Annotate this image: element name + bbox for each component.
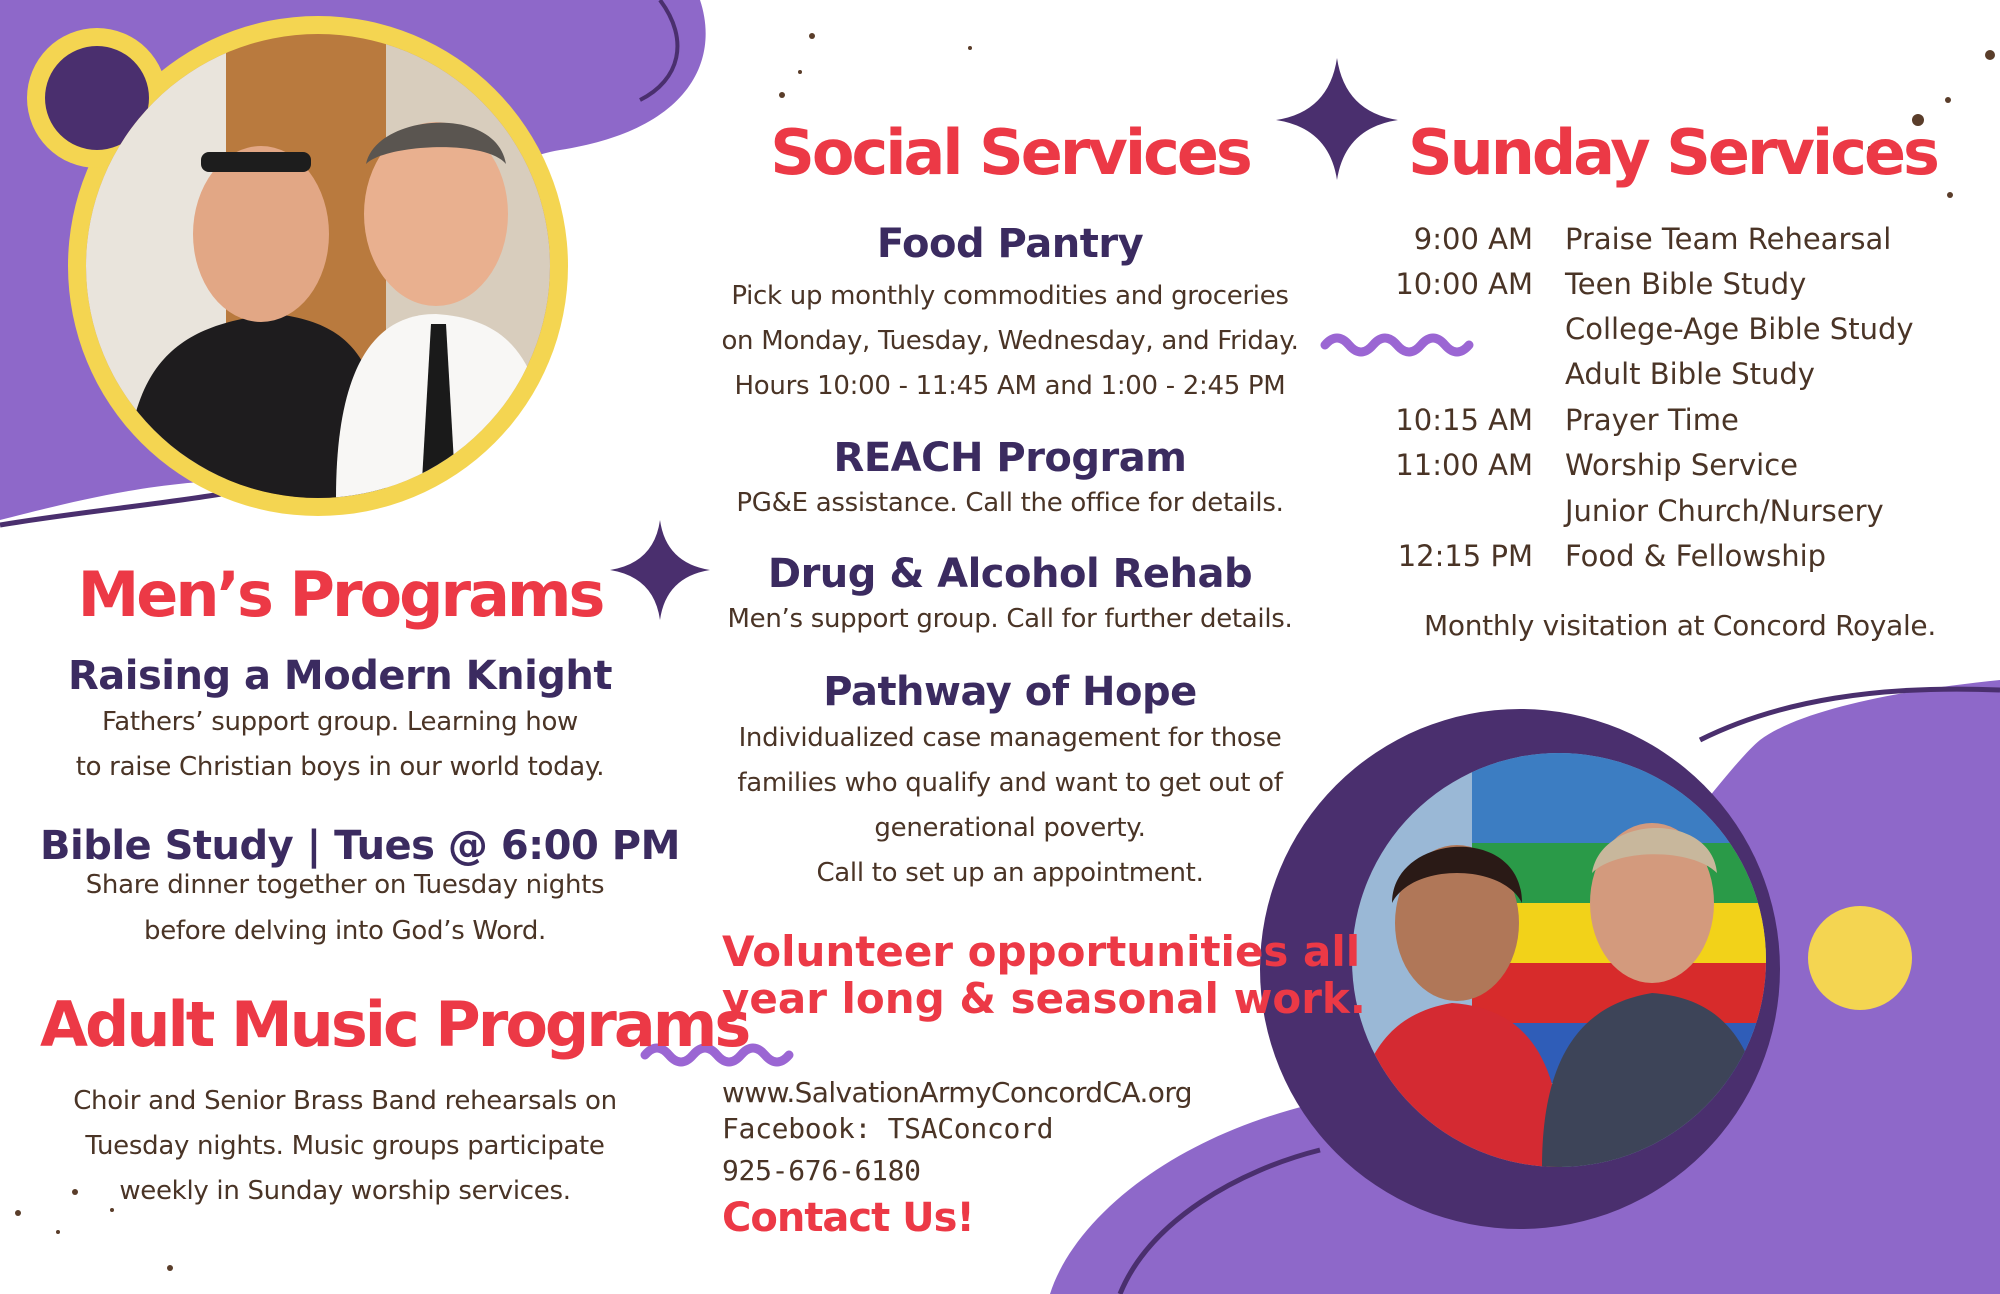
- hope-title: Pathway of Hope: [823, 669, 1197, 715]
- schedule-event: Teen Bible Study: [1565, 267, 1807, 301]
- food-pantry-desc-1: Pick up monthly commodities and groceries: [731, 281, 1289, 311]
- schedule-event: Prayer Time: [1565, 403, 1739, 437]
- schedule-event: Junior Church/Nursery: [1565, 494, 1884, 528]
- website-link[interactable]: www.SalvationArmyConcordCA.org: [722, 1076, 1192, 1109]
- knight-title: Raising a Modern Knight: [67, 653, 613, 699]
- music-desc-3: weekly in Sunday worship services.: [119, 1176, 571, 1206]
- schedule-event: Adult Bible Study: [1565, 357, 1815, 391]
- music-desc-1: Choir and Senior Brass Band rehearsals on: [73, 1086, 617, 1116]
- bible-desc-1: Share dinner together on Tuesday nights: [85, 870, 605, 900]
- social-services-title: Social Services: [770, 116, 1250, 189]
- accent-circle-yellow: [1808, 906, 1912, 1010]
- bible-study-title: Bible Study | Tues @ 6:00 PM: [40, 823, 680, 869]
- schedule-time: 10:15 AM: [1395, 403, 1533, 437]
- hope-desc-1: Individualized case management for those: [738, 723, 1282, 753]
- knight-desc-2: to raise Christian boys in our world today.: [75, 752, 605, 782]
- schedule-time: 9:00 AM: [1413, 222, 1533, 256]
- reach-title: REACH Program: [833, 435, 1187, 481]
- hope-desc-2: families who qualify and want to get out of: [737, 768, 1283, 798]
- schedule-time: 11:00 AM: [1395, 448, 1533, 482]
- schedule-event: Worship Service: [1565, 448, 1798, 482]
- reach-desc: PG&E assistance. Call the office for details.: [736, 488, 1284, 518]
- hope-desc-3: generational poverty.: [874, 813, 1146, 843]
- squiggle-right: [1325, 338, 1469, 352]
- adult-music-title: Adult Music Programs: [40, 988, 749, 1061]
- volunteer-line-2: year long & seasonal work.: [722, 974, 1366, 1023]
- hope-desc-4: Call to set up an appointment.: [816, 858, 1204, 888]
- schedule-time: 10:00 AM: [1395, 267, 1533, 301]
- visitation-note: Monthly visitation at Concord Royale.: [1424, 609, 1936, 642]
- schedule-event: Food & Fellowship: [1565, 539, 1827, 573]
- volunteer-line-1: Volunteer opportunities all: [722, 927, 1361, 976]
- photo-two-men: [86, 34, 550, 498]
- phone-number[interactable]: 925-676-6180: [722, 1154, 921, 1187]
- schedule-event: College-Age Bible Study: [1565, 312, 1914, 346]
- schedule-time: 12:15 PM: [1397, 539, 1533, 573]
- music-desc-2: Tuesday nights. Music groups participate: [85, 1131, 605, 1161]
- contact-us[interactable]: Contact Us!: [722, 1195, 974, 1241]
- rehab-desc: Men’s support group. Call for further details.: [727, 604, 1293, 634]
- facebook-link[interactable]: Facebook: TSAConcord: [722, 1112, 1054, 1145]
- mens-programs-title: Men’s Programs: [77, 558, 603, 631]
- knight-desc-1: Fathers’ support group. Learning how: [101, 707, 579, 737]
- rehab-title: Drug & Alcohol Rehab: [767, 551, 1253, 597]
- food-pantry-desc-3: Hours 10:00 - 11:45 AM and 1:00 - 2:45 PM: [734, 371, 1286, 401]
- photo-couple: [1352, 753, 1766, 1167]
- sunday-services-title: Sunday Services: [1408, 116, 1937, 189]
- schedule-event: Praise Team Rehearsal: [1565, 222, 1892, 256]
- food-pantry-desc-2: on Monday, Tuesday, Wednesday, and Friday.: [721, 326, 1299, 356]
- bible-desc-2: before delving into God’s Word.: [143, 916, 547, 946]
- food-pantry-title: Food Pantry: [876, 221, 1144, 267]
